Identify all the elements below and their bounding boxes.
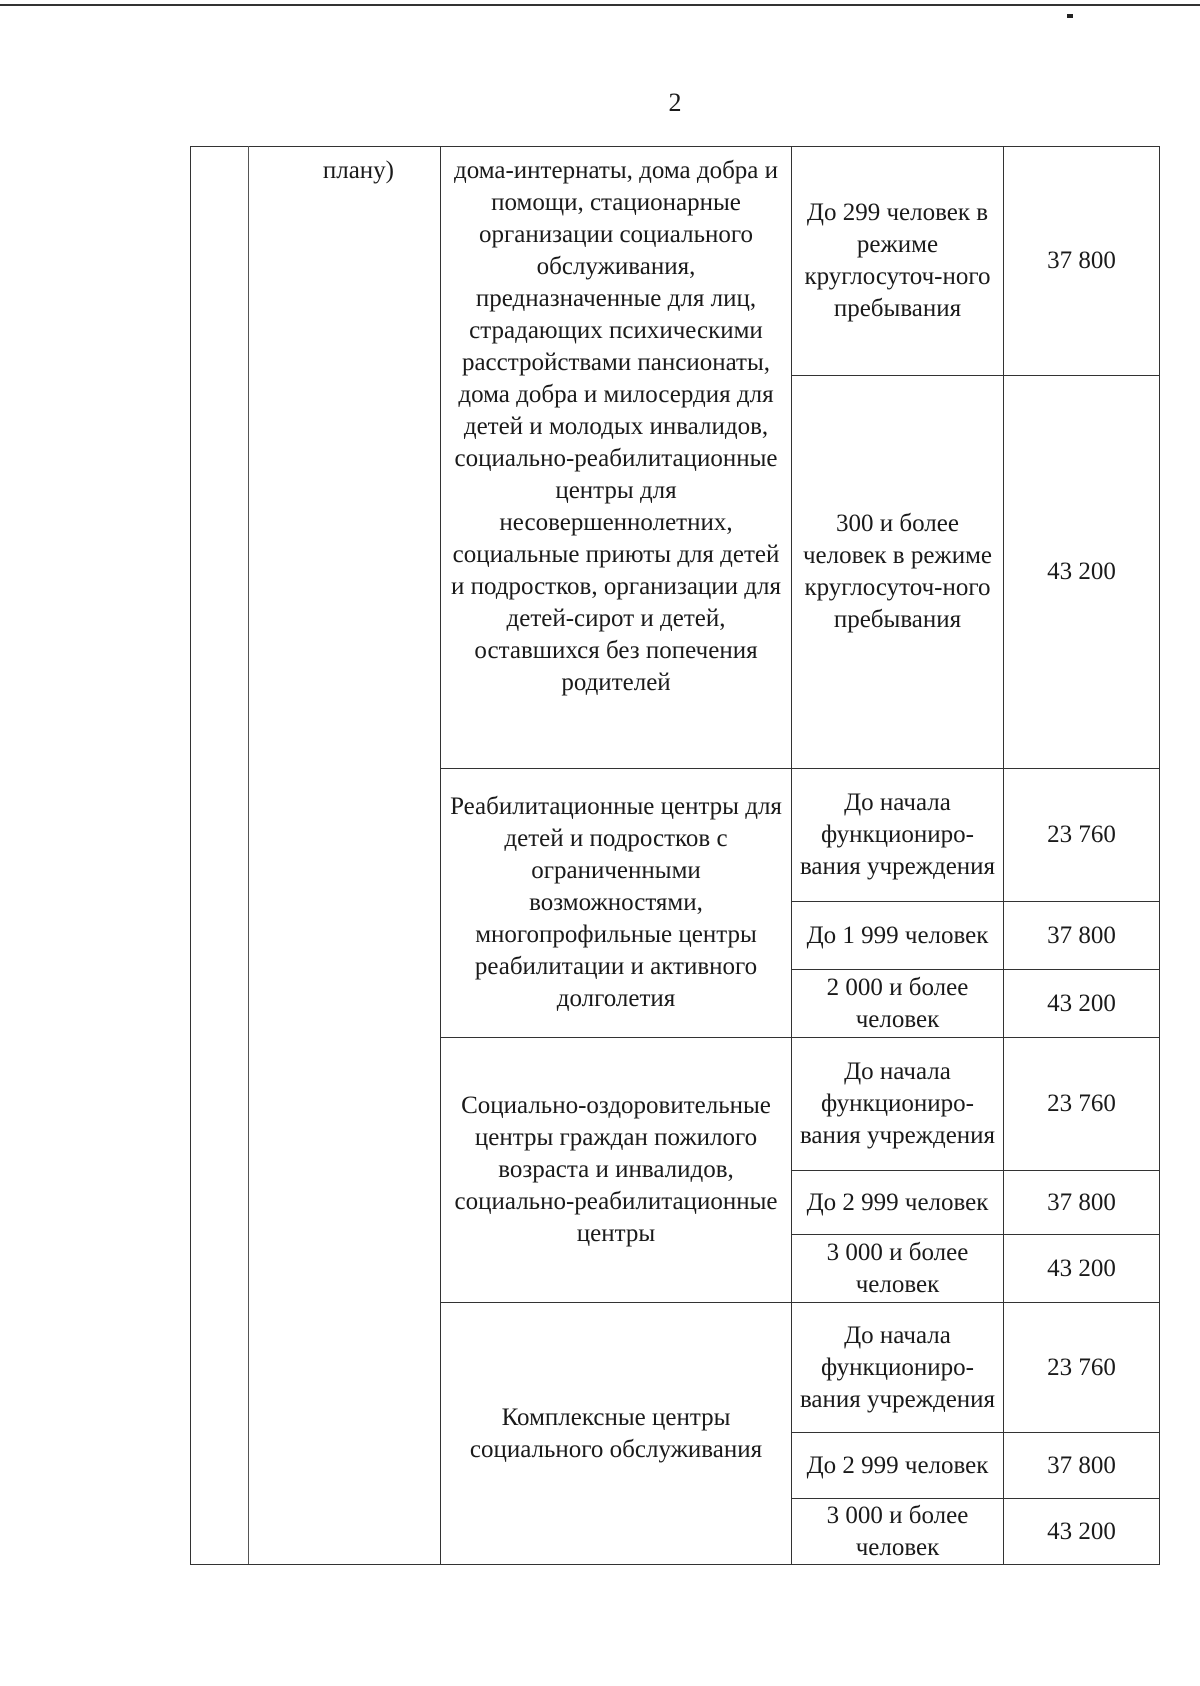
capacity-cell: 2 000 и более человек bbox=[792, 970, 1004, 1038]
amount-cell: 37 800 bbox=[1004, 1433, 1160, 1499]
amount-cell: 43 200 bbox=[1004, 1499, 1160, 1565]
capacity-cell: 3 000 и более человек bbox=[792, 1235, 1004, 1303]
institution-cell: Реабилитационные центры для детей и подростков с ограниченными возможностями, многопрофильные центры реабилитации и активного долголетия bbox=[441, 769, 792, 1038]
table-cell-col2: плану) bbox=[249, 147, 441, 1565]
page-number: 2 bbox=[668, 88, 682, 117]
amount-cell: 23 760 bbox=[1004, 769, 1160, 902]
amount-cell: 37 800 bbox=[1004, 147, 1160, 376]
table-cell-col1 bbox=[191, 147, 249, 1565]
scan-edge-line bbox=[0, 4, 1200, 6]
amount-cell: 37 800 bbox=[1004, 902, 1160, 970]
table-row bbox=[191, 147, 1160, 376]
capacity-cell: До начала функциониро-вания учреждения bbox=[792, 1303, 1004, 1433]
amount-cell: 37 800 bbox=[1004, 1171, 1160, 1235]
amount-cell: 43 200 bbox=[1004, 970, 1160, 1038]
institution-cell: Комплексные центры социального обслуживания bbox=[441, 1303, 792, 1565]
capacity-cell: До начала функциониро-вания учреждения bbox=[792, 1038, 1004, 1171]
amount-cell: 43 200 bbox=[1004, 376, 1160, 769]
scan-mark bbox=[1067, 14, 1073, 18]
amount-cell: 23 760 bbox=[1004, 1303, 1160, 1433]
capacity-cell: До 299 человек в режиме круглосуточ-ного пребывания bbox=[792, 147, 1004, 376]
institution-cell: Социально-оздоровительные центры граждан пожилого возраста и инвалидов, социально-реабилитационные центры bbox=[441, 1038, 792, 1303]
document-table bbox=[190, 146, 1160, 1565]
amount-cell: 23 760 bbox=[1004, 1038, 1160, 1171]
institution-cell: дома-интернаты, дома добра и помощи, стационарные организации социального обслуживания, предназначенные для лиц, страдающих психическими расстройствами пансионаты, дома добра и милосердия для детей и молодых инвалидов, социально-реабилитационные центры для несовершеннолетних, социальные приюты для детей и подростков, организации для детей-сирот и детей, оставшихся без попечения родителей bbox=[441, 147, 792, 769]
capacity-cell: До 2 999 человек bbox=[792, 1171, 1004, 1235]
capacity-cell: 300 и более человек в режиме круглосуточ-ного пребывания bbox=[792, 376, 1004, 769]
capacity-cell: 3 000 и более человек bbox=[792, 1499, 1004, 1565]
amount-cell: 43 200 bbox=[1004, 1235, 1160, 1303]
capacity-cell: До 2 999 человек bbox=[792, 1433, 1004, 1499]
capacity-cell: До 1 999 человек bbox=[792, 902, 1004, 970]
capacity-cell: До начала функциониро-вания учреждения bbox=[792, 769, 1004, 902]
